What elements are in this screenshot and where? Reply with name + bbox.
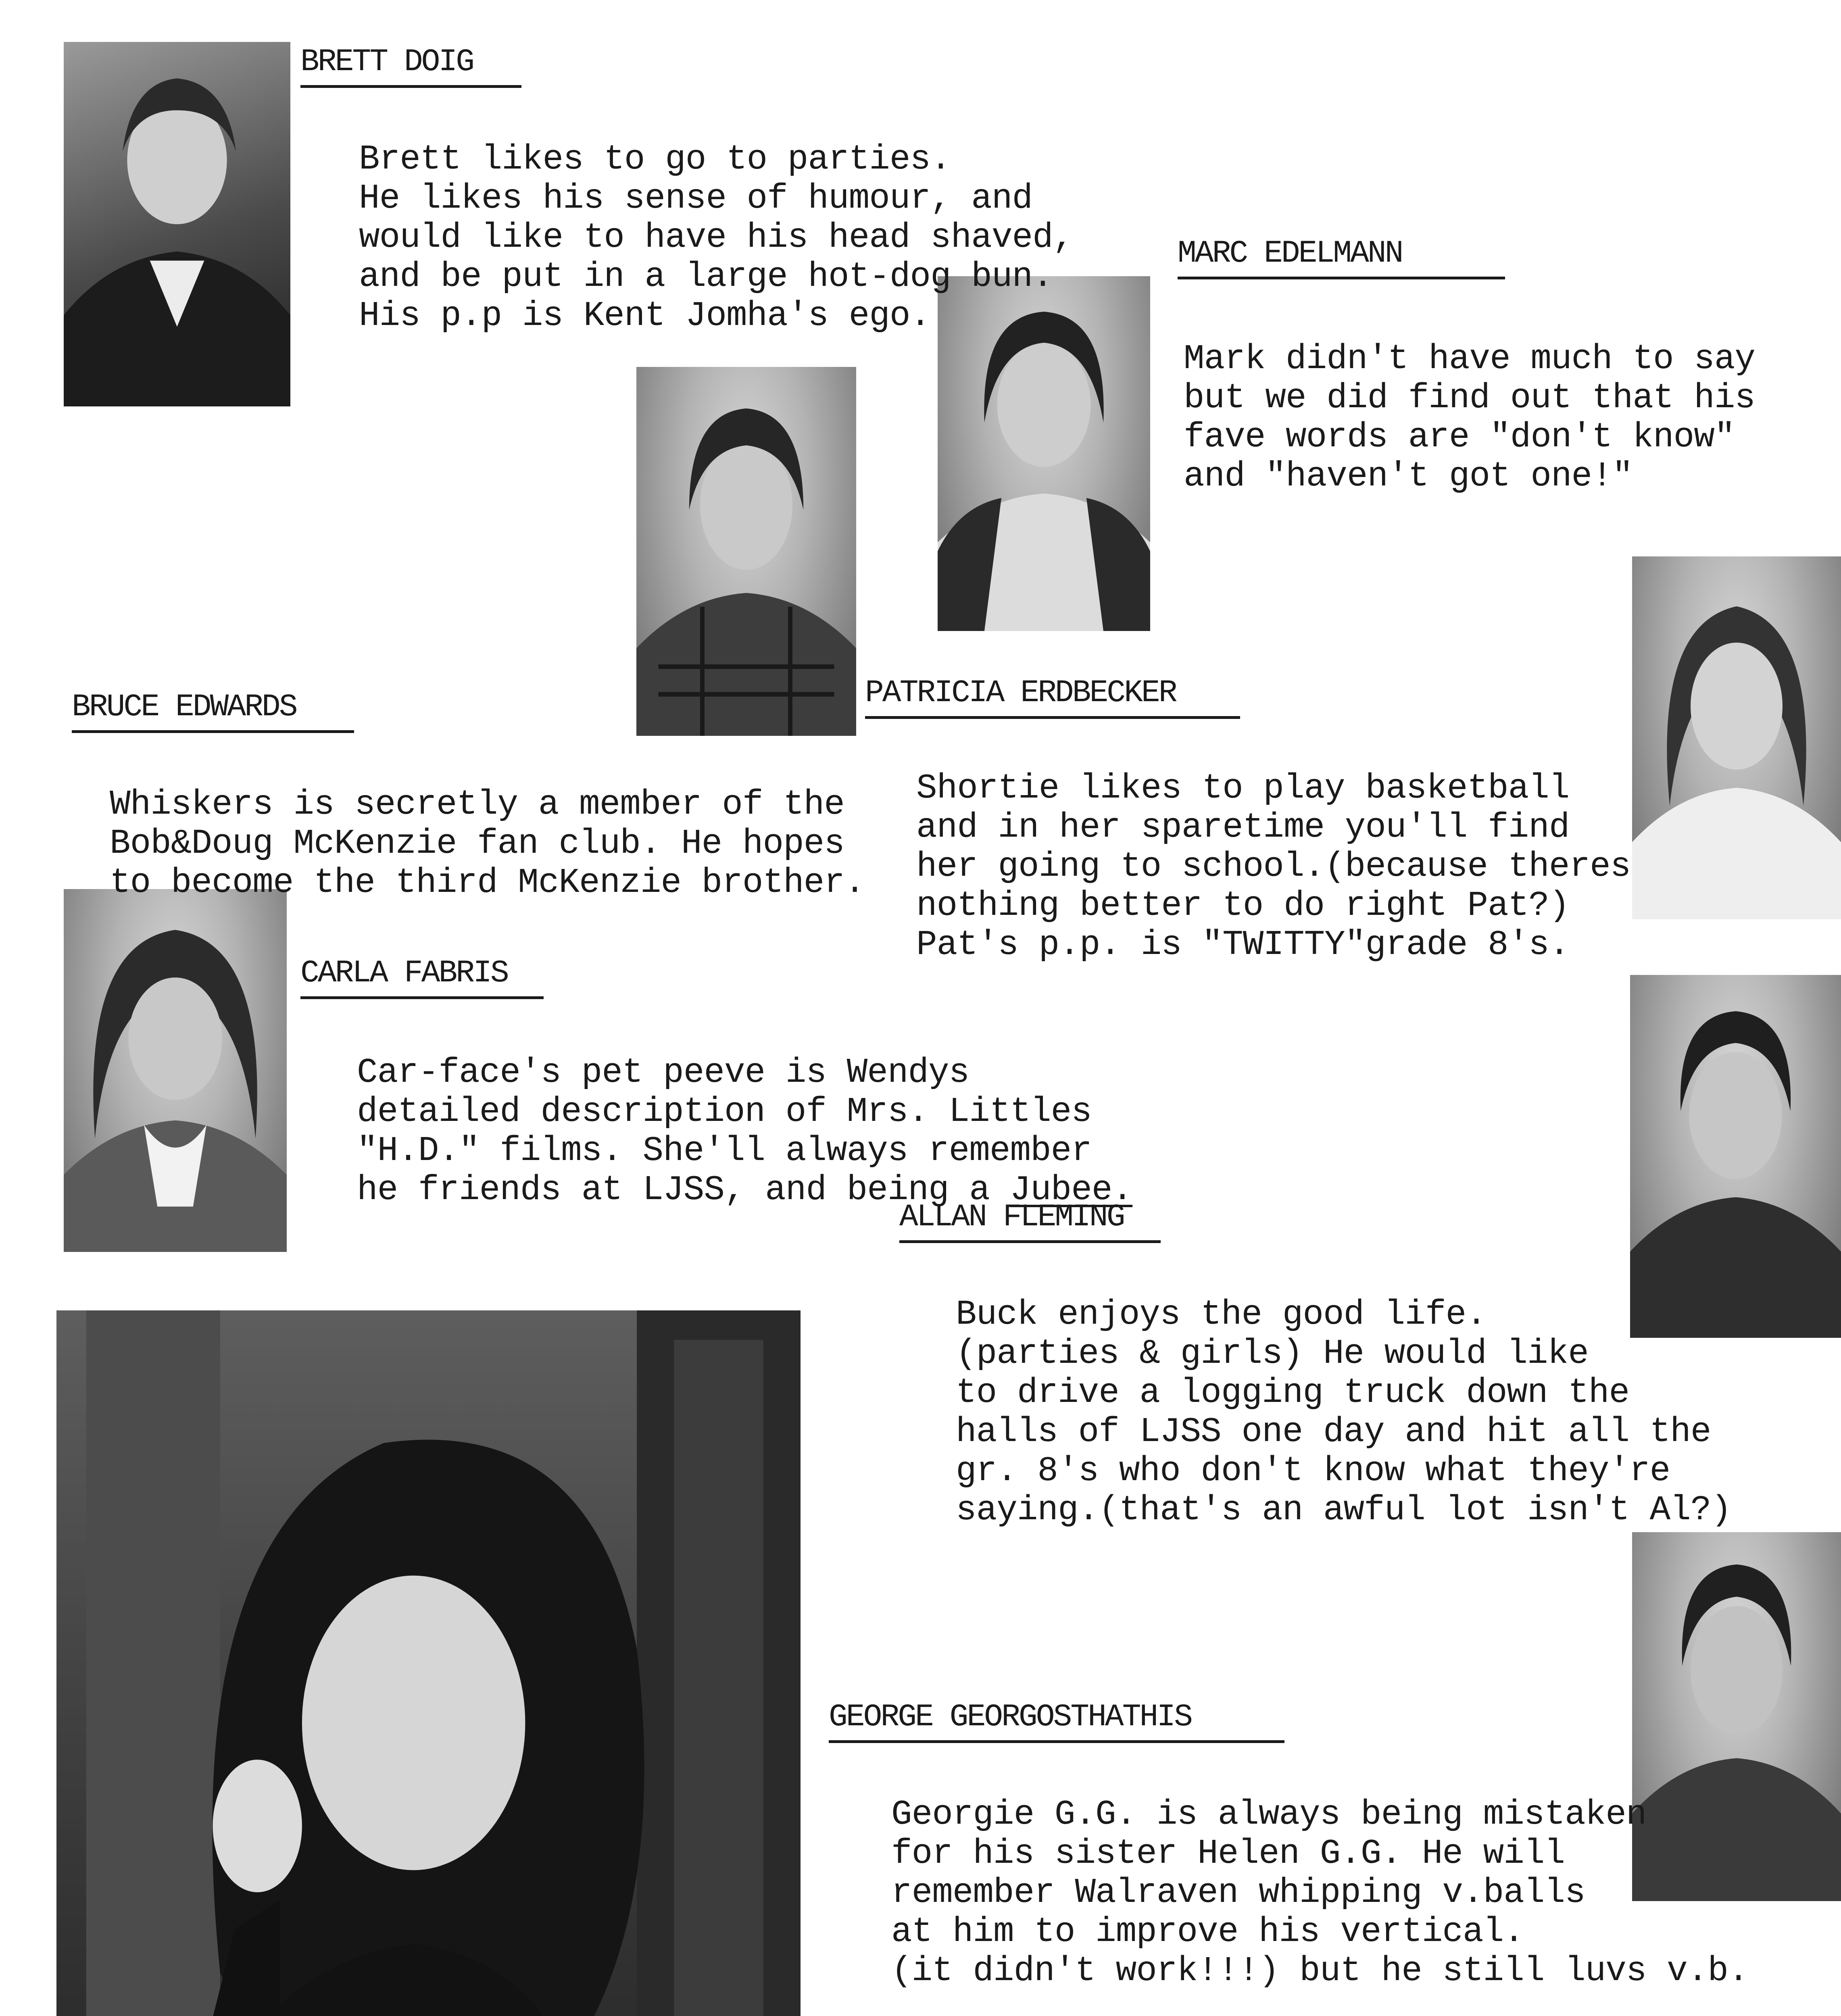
blurb-line: Bob&Doug McKenzie fan club. He hopes bbox=[110, 824, 844, 863]
blurb-line: saying.(that's an awful lot isn't Al?) bbox=[956, 1490, 1732, 1530]
blurb-line: but we did find out that his bbox=[1184, 378, 1756, 418]
blurb-line: would like to have his head shaved, bbox=[359, 218, 1074, 257]
blurb-line: fave words are "don't know" bbox=[1184, 417, 1735, 457]
blurb-line: to become the third McKenzie brother. bbox=[110, 863, 865, 902]
blurb-line: gr. 8's who don't know what they're bbox=[956, 1451, 1670, 1491]
student-name-marc-edelmann: MARC EDELMANN bbox=[1178, 238, 1505, 279]
photo-bruce-edwards bbox=[636, 367, 856, 736]
student-blurb-brett-doig bbox=[359, 101, 1073, 335]
underlined-word: Jubee. bbox=[1010, 1170, 1133, 1210]
student-blurb-carla-fabris bbox=[357, 1014, 1132, 1210]
blurb-line: he friends at LJSS, and being a bbox=[357, 1170, 1010, 1210]
blurb-line: to drive a logging truck down the bbox=[956, 1373, 1630, 1412]
blurb-line: for his sister Helen G.G. He will bbox=[891, 1834, 1565, 1873]
blurb-line: His p.p is Kent Jomha's ego. bbox=[359, 296, 931, 335]
blurb-line: detailed description of Mrs. Littles bbox=[357, 1092, 1092, 1131]
student-name-patricia-erdbecker: PATRICIA ERDBECKER bbox=[865, 677, 1240, 719]
blurb-line: at him to improve his vertical. bbox=[891, 1912, 1524, 1951]
candid-photo-icon bbox=[56, 1310, 801, 2016]
blurb-line: halls of LJSS one day and hit all the bbox=[956, 1412, 1711, 1452]
blurb-line: and "haven't got one!" bbox=[1184, 456, 1633, 496]
portrait-icon bbox=[636, 367, 856, 736]
portrait-icon bbox=[1632, 556, 1841, 919]
blurb-line: (it didn't work!!!) but he still luvs v.b. bbox=[891, 1951, 1749, 1991]
blurb-line: and be put in a large hot-dog bun. bbox=[359, 257, 1053, 296]
blurb-line: and in her sparetime you'll find bbox=[916, 808, 1570, 847]
student-blurb-allan-fleming bbox=[956, 1256, 1731, 1530]
blurb-line: Shortie likes to play basketball bbox=[916, 768, 1570, 808]
student-name-george-georgosthathis: GEORGE GEORGOSTHATHIS bbox=[829, 1702, 1284, 1743]
student-blurb-patricia-erdbecker bbox=[916, 730, 1630, 964]
photo-christine-candid bbox=[56, 1310, 801, 2016]
blurb-line: Brett likes to go to parties. bbox=[359, 140, 951, 179]
student-name-brett-doig: BRETT DOIG bbox=[300, 46, 521, 88]
student-name-allan-fleming: ALLAN FLEMING bbox=[899, 1202, 1161, 1243]
student-blurb-george-georgosthathis bbox=[891, 1756, 1749, 1991]
blurb-line: He likes his sense of humour, and bbox=[359, 179, 1033, 218]
blurb-line: remember Walraven whipping v.balls bbox=[891, 1873, 1585, 1912]
blurb-line: nothing better to do right Pat?) bbox=[916, 886, 1570, 925]
student-name-carla-fabris: CARLA FABRIS bbox=[300, 958, 544, 999]
blurb-line: Mark didn't have much to say bbox=[1184, 339, 1756, 379]
student-blurb-bruce-edwards bbox=[110, 746, 865, 902]
photo-brett-doig bbox=[64, 42, 290, 406]
photo-carla-fabris bbox=[64, 889, 287, 1252]
portrait-icon bbox=[64, 42, 290, 406]
blurb-line: "H.D." films. She'll always remember bbox=[357, 1131, 1092, 1170]
blurb-line: her going to school.(because theres bbox=[916, 847, 1631, 886]
blurb-line: Whiskers is secretly a member of the bbox=[110, 785, 844, 824]
student-name-bruce-edwards: BRUCE EDWARDS bbox=[72, 691, 354, 733]
photo-patricia-erdbecker bbox=[1632, 556, 1841, 919]
blurb-line: (parties & girls) He would like bbox=[956, 1334, 1589, 1373]
blurb-line: Buck enjoys the good life. bbox=[956, 1295, 1487, 1334]
blurb-line: Georgie G.G. is always being mistaken bbox=[891, 1795, 1647, 1834]
blurb-line: Car-face's pet peeve is Wendys bbox=[357, 1053, 969, 1092]
student-blurb-marc-edelmann bbox=[1184, 300, 1755, 496]
blurb-line: Pat's p.p. is "TWITTY"grade 8's. bbox=[916, 925, 1570, 964]
portrait-icon bbox=[64, 889, 287, 1252]
